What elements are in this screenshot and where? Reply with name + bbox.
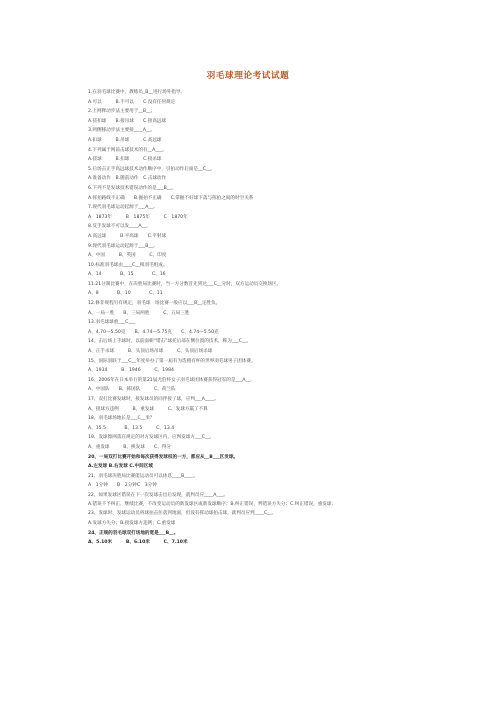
- question-line: A.挥拍路线不正确 B.握拍不正确 C.掌握不好球下落与挥拍之间的时空关系: [88, 195, 254, 201]
- question-list: [88, 88, 438, 548]
- question-line: A.扣球 B.吊球 C.高远球: [88, 137, 162, 143]
- question-line: 9.现代羽毛球运动起源于___B__。: [88, 243, 158, 249]
- question-line: A.高远球 B.平高球 C.平射球: [88, 233, 167, 239]
- question-line: A.搓球 B.扣球 C.接杀球: [88, 157, 162, 163]
- question-line: 18、羽毛球场地长是___C__米？: [88, 416, 155, 422]
- question-line: A.左发球 B.右发球 C.中间区域: [88, 464, 153, 470]
- question-line: A.搓扣球 B.接吊球 C.接高远球: [88, 118, 167, 124]
- question-line: A、一局一胜 B、三局两胜 C、五局三胜: [88, 310, 190, 316]
- question-line: 3.两侧移动步法主要接____A__。: [88, 128, 156, 134]
- question-line: 24、正规的羽毛球双打场地的宽是___B__。: [88, 530, 179, 536]
- question-line: 13.羽毛球球重___C___: [88, 320, 136, 326]
- question-line: A 1分钟 B 2分钟C 3分钟: [88, 483, 157, 489]
- question-line: 17、双打比赛发球时，接发球员的同伴接了球，应判___A____。: [88, 397, 219, 402]
- question-line: 14、击后场上手球时，以前面朝“错击”球托后部在侧位置的技术，称为___C__。: [88, 339, 252, 345]
- question-line: 6.下列不是发球技术错误动作的是___B__。: [88, 185, 176, 191]
- question-line: 7.现代羽毛球运动起源于___A__。: [88, 205, 158, 211]
- question-line: A 1873年 B 1875年 C 1870年: [88, 214, 188, 220]
- question-line: A.错误不予纠正，继续比赛，不改变运动员的新发球区或新发球顺序；B.纠正错误，判错误方失分；C.纠正错误，重发球；: [88, 501, 337, 507]
- question-line: A.发球方失分；B.接发球方违例；C.重发球: [88, 520, 176, 526]
- question-line: 19、发球擦网落在规定的对方发球区内，应判发球方___C__。: [88, 435, 215, 441]
- question-line: 5.后场击正手高远球技术动作顺序中，引拍动作后面是__C__。: [88, 166, 216, 172]
- question-line: A、中国队 B、韩国队 C、荷兰队: [88, 387, 176, 393]
- question-line: 10.标准羽毛球由____C__根羽毛组成。: [88, 262, 168, 268]
- question-line: 11.21分制比赛中，在决胜局比赛时，当一方分数首先到达___C__分时，双方运动员交换场区。: [88, 281, 282, 287]
- document-title: 羽毛球理论考试试题: [206, 71, 290, 81]
- question-line: A、中国 B、英国 C、印度: [88, 253, 167, 259]
- question-line: 21、羽毛球决胜局比赛能运动员可以休息____B____。: [88, 473, 199, 479]
- question-line: A、4.70—5.50克 B、4.74—5.75克 C、4.74—5.50克: [88, 329, 219, 335]
- question-line: A、14 B、15 C、16: [88, 272, 166, 278]
- question-line: A、5.10米 B、6.10米 C、7.10米: [88, 540, 188, 546]
- question-line: 8.反手发球不可以发____A__。: [88, 224, 151, 230]
- question-line: A、1934 B 1946 C、1984: [88, 368, 174, 374]
- question-line: 1.在羽毛球比赛中，教练员_B__进行场外指导。: [88, 90, 186, 95]
- question-line: A、8 B、10 C、11: [88, 291, 163, 297]
- question-line: 16、2006年在日本举行的第21届尤伯杯女子羽毛球团体赛获得冠军的是___A__。: [88, 377, 255, 383]
- question-line: 12.修非规程另有规定，羽毛球 场比赛一般应以___B__定胜负。: [88, 301, 221, 307]
- question-line: 23、发球时，发球运动员将球拍击住落到地面，但没有挥动球拍击球，就判员应判____C__。: [88, 511, 277, 517]
- question-line: A.可以 B.不可以 C.没有任何规定: [88, 99, 176, 105]
- question-line: A、正手杀球 B、头顶后场吊球 C、头顶后场杀球: [88, 349, 213, 355]
- question-line: 2.上网释动步法主要用于__B__。: [88, 109, 156, 115]
- question-line: 4.下列属于网前击球技术的有__A___。: [88, 147, 167, 153]
- question-line: A.准备动作 B.随前动作 C.击球动作: [88, 176, 167, 182]
- question-line: A、15.5 B、13.5 C、13.4: [88, 425, 175, 431]
- question-line: A、接球方违例 B、重发球 C、发球方赢了不算: [88, 406, 208, 412]
- question-line: A、重发球 B、换发球 C、得分: [88, 444, 172, 450]
- question-line: 15、国际羽联于___C__年度举办了第一届有为选拥有杯的世界羽毛球男子团体赛。: [88, 358, 256, 364]
- question-line: 22、如果发球区错误在下一次发球击出后发现，就判员应____A___。: [88, 492, 228, 498]
- question-line: 20、一局双打比赛开始和每次获得发球权的一方，都应从__B___区发球。: [88, 454, 239, 460]
